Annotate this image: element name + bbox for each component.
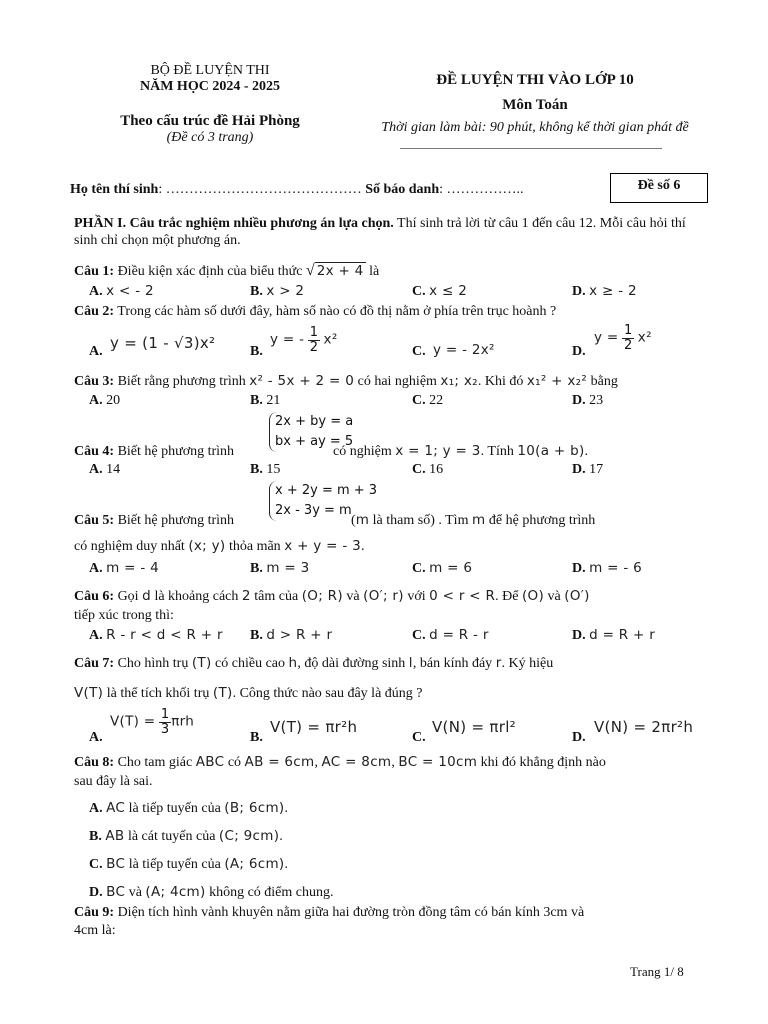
opt-b: B. — [89, 829, 102, 844]
q3-mid: có hai nghiệm — [354, 374, 441, 389]
q3-d: 23 — [589, 393, 604, 408]
q4-label: Câu 4: — [74, 444, 115, 459]
opt-b: B. — [250, 284, 263, 299]
q7-t2: , độ dài đường sinh — [297, 656, 409, 671]
header-left — [100, 63, 320, 146]
q4-b: 15 — [266, 462, 281, 477]
opt-a: A. — [89, 561, 103, 576]
header-org: BỘ ĐỀ LUYỆN THI — [150, 63, 270, 78]
q7-options — [0, 708, 768, 744]
q1-d: x ≥ - 2 — [589, 283, 637, 299]
q3-text: Biết rằng phương trình — [114, 374, 250, 389]
q1-a: x < - 2 — [106, 283, 154, 299]
q6-o2: (O′) — [564, 588, 590, 604]
q8-t1: có — [227, 755, 245, 770]
q8-option-b: B. AB là cát tuyến của (C; 9cm). — [89, 828, 283, 844]
q8-abc: ABC — [195, 754, 225, 770]
q2-b-pre: y = - — [270, 331, 305, 348]
q5-mid2: là tham số) . Tìm — [369, 513, 472, 528]
sbd-label: Số báo danh — [365, 182, 440, 197]
part1-desc: Thí sinh trả lời từ câu 1 đến câu 12. Mỗi câu hỏi thí sinh chỉ chọn một phương án. — [74, 216, 686, 248]
q7-v: V(T) — [74, 685, 104, 701]
q6-a: R - r < d < R + r — [106, 627, 223, 643]
q7-r: r — [495, 655, 502, 671]
q6-b: d > R + r — [266, 627, 333, 643]
q2-d-pre: y = — [594, 329, 619, 346]
q6-c: d = R - r — [429, 627, 489, 643]
q6-t3: và — [342, 589, 364, 604]
q5-m1: m — [355, 512, 370, 528]
opt-d: D. — [572, 393, 586, 408]
q5-text: Biết hệ phương trình — [114, 513, 238, 528]
q7-d: V(N) = 2πr²h — [594, 718, 694, 736]
q2-d-den: 2 — [624, 338, 633, 353]
opt-a: A. — [89, 628, 103, 643]
question-7 — [74, 655, 694, 672]
opt-c: C. — [412, 393, 426, 408]
q7-a-post: πrh — [171, 713, 195, 730]
q7-l: l — [408, 655, 413, 671]
q7-label: Câu 7: — [74, 656, 115, 671]
q2-text: Trong các hàm số dưới đây, hàm số nào có đồ thị nằm ở phía trên trục hoành ? — [114, 304, 557, 319]
opt-a: A. — [89, 801, 103, 816]
q4-a: 14 — [106, 462, 121, 477]
q5-m2: m — [471, 512, 486, 528]
opt-a: A. — [89, 730, 103, 745]
header-structure: Theo cấu trúc đề Hải Phòng — [120, 113, 300, 129]
student-info — [70, 182, 524, 198]
q8-a-seg: AC — [106, 800, 126, 816]
q7-line2b: . Công thức nào sau đây là đúng ? — [232, 686, 423, 701]
question-7-line2 — [74, 685, 694, 702]
opt-b: B. — [250, 561, 263, 576]
header-pages: (Đề có 3 trang) — [166, 130, 254, 145]
q2-d-post: x² — [637, 329, 652, 346]
q7-t: (T) — [191, 655, 212, 671]
q9-text: Diện tích hình vành khuyên nằm giữa hai đường tròn đồng tâm có bán kính 3cm và — [114, 905, 585, 920]
q5-xy: (x; y) — [188, 538, 226, 554]
question-6 — [74, 588, 714, 605]
sqrt-icon: √ — [305, 262, 315, 279]
q8-b-circle: (C; 9cm) — [218, 828, 280, 844]
header-divider — [400, 148, 662, 149]
opt-c: C. — [89, 857, 103, 872]
q1-text: Điều kiện xác định của biểu thức — [114, 264, 306, 279]
question-8: Câu 8: Cho tam giác ABC có AB = 6cm, AC = 8cm, BC = 10cm khi đó khẳng định nào — [74, 754, 606, 770]
q8-d-seg: BC — [106, 884, 126, 900]
q6-two: 2 — [241, 588, 251, 604]
question-9 — [74, 904, 714, 921]
header-year: NĂM HỌC 2024 - 2025 — [140, 79, 280, 94]
question-4-text — [74, 443, 694, 460]
q4-eq2: bx + ay = 5 — [275, 434, 354, 449]
q8-ab: AB = 6cm — [244, 754, 315, 770]
q3-eq: x² - 5x + 2 = 0 — [249, 373, 355, 389]
q6-d: d — [142, 588, 151, 604]
q8-b-seg: AB — [105, 828, 125, 844]
opt-a: A. — [89, 393, 103, 408]
q5-d: m = - 6 — [589, 560, 643, 576]
q4-options — [0, 462, 768, 482]
q3-b: 21 — [266, 393, 281, 408]
exam-code-box: Đề số 6 — [610, 173, 708, 203]
q8-option-a: A. AC là tiếp tuyến của (B; 6cm). — [89, 800, 288, 816]
q4-mid2: . Tính — [480, 444, 518, 459]
question-1 — [74, 262, 694, 280]
q6-t5: . Để — [495, 589, 522, 604]
header-right — [340, 72, 730, 136]
q5-line2c: . — [361, 539, 365, 554]
q4-sol: x = 1; y = 3 — [395, 443, 481, 459]
q2-d-num: 1 — [624, 323, 633, 338]
opt-c: C. — [412, 284, 426, 299]
q9-label: Câu 9: — [74, 905, 115, 920]
opt-b: B. — [250, 344, 263, 359]
q2-options — [0, 323, 768, 364]
q1-b: x > 2 — [266, 283, 305, 299]
q5-eq2: 2x - 3y = m — [275, 503, 352, 518]
q6-options — [0, 627, 768, 647]
q5-label: Câu 5: — [74, 513, 115, 528]
q6-o1: (O) — [521, 588, 545, 604]
q8-bc: BC = 10cm — [398, 754, 478, 770]
q7-b: V(T) = πr²h — [270, 718, 358, 736]
opt-c: C. — [412, 462, 426, 477]
q4-eq1: 2x + by = a — [275, 414, 354, 429]
q8-option-d — [89, 884, 709, 901]
q8-d-text2: không có điểm chung. — [205, 885, 334, 900]
question-3 — [74, 373, 694, 390]
q1-expr: 2x + 4 — [316, 263, 364, 279]
subject: Môn Toán — [502, 97, 568, 113]
part1-title: PHẦN I. Câu trắc nghiệm nhiều phương án lựa chọn. — [74, 216, 394, 231]
q2-c: y = - 2x² — [433, 342, 495, 358]
q8-option-c: C. BC là tiếp tuyến của (A; 6cm). — [89, 856, 288, 872]
q5-eq1: x + 2y = m + 3 — [275, 483, 378, 498]
question-5-text — [74, 512, 694, 529]
q6-label: Câu 6: — [74, 589, 115, 604]
q7-line2: là thể tích khối trụ — [103, 686, 213, 701]
q5-options — [0, 560, 768, 580]
q8-a-text: là tiếp tuyến của — [125, 801, 225, 816]
q6-t6: và — [544, 589, 565, 604]
q8-d-circle: (A; 4cm) — [145, 884, 206, 900]
q2-b-post: x² — [323, 331, 338, 348]
q8-d-text: và — [125, 885, 146, 900]
question-2 — [74, 303, 694, 320]
opt-d: D. — [572, 462, 586, 477]
opt-b: B. — [250, 730, 263, 745]
q6-d-option: d = R + r — [589, 627, 656, 643]
name-dots: : …………………………………… — [158, 182, 366, 197]
q3-a: 20 — [106, 393, 121, 408]
q3-roots: x₁; x₂ — [440, 373, 478, 389]
name-label: Họ tên thí sinh — [70, 182, 159, 197]
opt-d: D. — [572, 344, 586, 359]
q5-a: m = - 4 — [106, 560, 160, 576]
q6-t2: tâm của — [250, 589, 302, 604]
q5-mid: ( — [347, 513, 356, 528]
q8-label: Câu 8: — [74, 755, 115, 770]
q3-mid2: . Khi đó — [477, 374, 527, 389]
opt-d: D. — [572, 730, 586, 745]
q8-b-text: là cát tuyến của — [124, 829, 219, 844]
q1-tail: là — [365, 264, 380, 279]
q8-t2: khi đó khẳng định nào — [477, 755, 606, 770]
question-5-line2 — [74, 538, 694, 555]
q8-text: Cho tam giác — [114, 755, 196, 770]
q1-label: Câu 1: — [74, 264, 115, 279]
part1-intro — [74, 215, 694, 249]
opt-d: D. — [572, 284, 586, 299]
q6-t1: là khoảng cách — [150, 589, 242, 604]
q4-tail: . — [584, 444, 589, 459]
q2-a: y = (1 - √3)x² — [110, 334, 216, 352]
q8-ac: AC = 8cm — [321, 754, 392, 770]
opt-a: A. — [89, 462, 103, 477]
opt-b: B. — [250, 393, 263, 408]
opt-c: C. — [412, 344, 426, 359]
q6-c1: (O; R) — [301, 588, 343, 604]
q7-c: V(N) = πrl² — [432, 718, 516, 736]
q4-expr: 10(a + b) — [517, 443, 585, 459]
question-9-line2: 4cm là: — [74, 923, 116, 938]
q7-t5: (T) — [212, 685, 233, 701]
q6-cond: 0 < r < R — [429, 588, 496, 604]
q6-c2: (O′; r) — [363, 588, 404, 604]
opt-c: C. — [412, 628, 426, 643]
q7-t3: , bán kính đáy — [412, 656, 496, 671]
q7-a-den: 3 — [160, 722, 170, 737]
opt-d: D. — [572, 628, 586, 643]
page-number: Trang 1/ 8 — [630, 964, 684, 979]
q3-label: Câu 3: — [74, 374, 115, 389]
q2-b-num: 1 — [309, 325, 319, 340]
q8-c-circle: (A; 6cm) — [224, 856, 285, 872]
q5-c: m = 6 — [429, 560, 473, 576]
q6-text: Gọi — [114, 589, 143, 604]
q5-b: m = 3 — [266, 560, 310, 576]
q5-line2b: thỏa mãn — [225, 539, 285, 554]
question-6-line2: tiếp xúc trong thì: — [74, 608, 174, 623]
q4-c: 16 — [429, 462, 444, 477]
opt-b: B. — [250, 462, 263, 477]
opt-d: D. — [89, 885, 103, 900]
q1-c: x ≤ 2 — [429, 283, 468, 299]
q3-c: 22 — [429, 393, 444, 408]
q7-a-num: 1 — [160, 707, 170, 722]
q5-cond: x + y = - 3 — [284, 538, 362, 554]
q7-t1: có chiều cao — [211, 656, 289, 671]
q7-a-pre: V(T) = — [110, 713, 156, 730]
q4-d: 17 — [589, 462, 604, 477]
q5-tail: để hệ phương trình — [485, 513, 596, 528]
q7-text: Cho hình trụ — [114, 656, 192, 671]
opt-c: C. — [412, 561, 426, 576]
q2-label: Câu 2: — [74, 304, 115, 319]
q3-tail: bằng — [587, 374, 618, 389]
q4-mid: có nghiệm — [329, 444, 396, 459]
q8-a-circle: (B; 6cm) — [224, 800, 285, 816]
q2-b-den: 2 — [309, 340, 319, 355]
opt-c: C. — [412, 730, 426, 745]
opt-a: A. — [89, 344, 103, 359]
opt-d: D. — [572, 561, 586, 576]
opt-a: A. — [89, 284, 103, 299]
q6-t4: với — [403, 589, 430, 604]
time-info: Thời gian làm bài: 90 phút, không kể thời gian phát đề — [381, 120, 689, 135]
q7-h: h — [288, 655, 298, 671]
q7-t4: . Ký hiệu — [501, 656, 554, 671]
q8-c-text: là tiếp tuyến của — [125, 857, 225, 872]
opt-b: B. — [250, 628, 263, 643]
question-8-line2: sau đây là sai. — [74, 774, 153, 789]
q8-c-seg: BC — [106, 856, 126, 872]
q4-text: Biết hệ phương trình — [114, 444, 238, 459]
exam-title: ĐỀ LUYỆN THI VÀO LỚP 10 — [436, 72, 634, 88]
sbd-dots: : …………….. — [439, 182, 524, 197]
q3-expr: x₁² + x₂² — [526, 373, 588, 389]
q3-options — [0, 393, 768, 413]
q5-line2: có nghiệm duy nhất — [74, 539, 189, 554]
q1-options — [0, 283, 768, 303]
